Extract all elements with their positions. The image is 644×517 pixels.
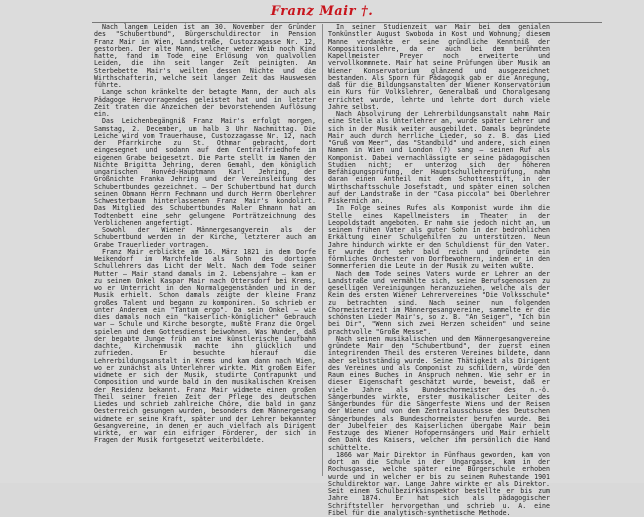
right-column	[328, 23, 550, 517]
column-divider	[322, 24, 323, 476]
article-paragraph: Sowohl der Wiener Männergesangverein als der Schubertbund werden in der Kirche, letzterer auch am Grabe Trauerlieder vortragen.	[94, 226, 316, 249]
article-paragraph: In Folge seines Rufes als Komponist wurde ihm die Stelle eines Kapellmeisters im Theater in der Leopoldstadt angeboten. Er nahm sie jedoch nicht an, um seinem frühen Vater als guter Sohn in der bedrohlichen Erkältung einer Schulgehilfen zu unterstützen. Neun Jahre hindurch wirkte er den Schuldienst für den Vater. Er wurde dort sehr bald reich und gründete ein förmliches Orchester von Dorfbewohnern, indem er in den Sommerferien die Leute in der Musik zu weiten wußte.	[328, 204, 550, 271]
article-paragraph: Franz Mair erblickte am 16. März 1821 in dem Dorfe Weikendorf im Marchfelde als Sohn des dortigen Schullehrers das Licht der Welt. Nach dem Tode seiner Mutter — Mair stand damals im 2. Lebensjahre — kam er zu seinem Onkel Kaspar Mair nach Ottersdorf bei Krems, wo er Unterricht in den Normalgegenständen und in der Musik erhielt. Schon damals zeigte der kleine Franz großes Talent und begann zu komponiren. So schrieb er unter Anderem ein "Tantum ergo". Da sein Onkel — wie dies damals noch ein "kaiserlich-königlicher" Gebrauch war — Schule und Kirche besorgte, mußte Franz die Orgel spielen und dem Gottesdienst beiwohnen. Was Wunder, daß der begabte Junge früh an eine künstlerische Laufbahn dachte, Kirchenmusik machte ihn glücklich und zufrieden. Er besuchte hierauf die Lehrerbildungsanstalt in Krems und kam dann nach Wien, wo er zunächst als Unterlehrer wirkte. Mit großem Eifer widmete er sich der Musik, studirte Contrapunkt und Composition und wurde bald in den musikalischen Kreisen der Residenz bekannt. Franz Mair widmete einen großen Theil seiner freien Zeit der Pflege des deutschen Liedes und schrieb zahlreiche Chöre, die bald in ganz Oesterreich gesungen wurden, besonders dem Männergesang widmete er seine Kraft, später und der Lehrer bekannter Gesangvereine, in denen er auch vielfach als Dirigent wirkte, er war ein eifriger Förderer, der sich in Fragen der Musik fortgesetzt weiterbildete.	[94, 247, 316, 445]
article-paragraph: Nach dem Tode seines Vaters wurde er Lehrer an der Landstraße und vermählte sich, seine Berufsgenossen zu geselligen Vereinigungen heranzuziehen, welche als der Keim des ersten Wiener Lehrervereines "Die Volksschule" zu betrachten sind. Nach seiner nun folgenden Chormeisterzeit im Männergesangvereine, sammelte er die schönsten Lieder Mair's, so z. B. "An Seiger", "Ich bin bei Dir", "Wenn sich zwei Herzen scheiden" und seine prachtvolle "Große Messe".	[328, 269, 550, 336]
article-paragraph: In seiner Studienzeit war Mair bei dem genialen Tonkünstler August Swoboda in Kost und Wohnung; diesem Manne verdankte er seine gründliche Kenntniß der Kompositionslehre, da er auch bei dem berühmten Kapellmeister Preyer noch erweiterte und vervollkommnete. Mair hat seine Prüfungen über Musik am Wiener Konservatorium glänzend und ausgezeichnet bestanden. Als Sporn für Pädagogik gab er die Anregung, daß für die Bildungsanstalten der Wiener Konservatorium ein Kurs für Volkslehrer, Generalbaß und Choralgesang errichtet wurde, lehrte und lehrte dort durch viele Jahre selbst.	[328, 23, 550, 111]
article-paragraph: Lange schon kränkelte der betagte Mann, der auch als Pädagoge Hervorragendes geleistet hat und in letzter Zeit traten die Anzeichen der bevorstehenden Auflösung ein.	[94, 88, 316, 118]
article-paragraph: Nach Absolvirung der Lehrerbildungsanstalt nahm Mair eine Stelle als Unterlehrer an, wurde später Lehrer und sich in der Musik weiter ausgebildet. Damals begründete Mair auch durch herrliche Lieder, so z. B. das Lied "Gruß vom Meer", das "Standbild" und andere, sich einen Namen in Wien und London (?) sang — seinen Ruf als Komponist. Dabei vernachlässigte er seine pädagogischen Studien nicht; er unterzog sich der höheren Befähigungsprüfung, der Hauptschullehrerprüfung, nahm daran einen Antheil mit dem Schottenstift, in der Wirthschaftsschule Josefstadt, und später einen solchen auf der Landstraße in der "Casa piccola" bei Oberlehrer Piskernich an.	[328, 110, 550, 205]
article-paragraph: Nach langem Leiden ist am 30. November der Gründer des "Schubertbund", Bürgerschuldirector in Pension Franz Mair in Wien, Landstraße, Custozzagasse Nr. 12, gestorben. Der alte Mann, welcher weder Weib noch Kind hatte, fand im Tode eine Erlösung von qualvollen Leiden, die ihn seit langer Zeit peinigten. Am Sterbebette Mair's weilten dessen Nichte und die Wirthschafterin, welche seit langer Zeit das Hauswesen führte.	[94, 23, 316, 89]
article-paragraph: Das Leichenbegängniß Franz Mair's erfolgt morgen, Samstag, 2. December, um halb 3 Uhr Nachmittag. Die Leiche wird vom Trauerhause, Custozzagasse Nr. 12, nach der Pfarrkirche zu St. Othmar gebracht, dort eingesegnet und sodann auf dem Centralfriedhofe im eigenen Grabe beigesetzt. Die Parte stellt im Namen der Nichte Brigitta Jehring, deren Gemahl, dem königlich ungarischen Honvéd-Hauptmann Karl Jehring, der Großnichte Franka Jehring und der Vereinsleitung des Schubertbundes gezeichnet. — Der Schubertbund hat durch seinen Obmann Herrn Fechmann und durch Herrn Oberlehrer Schwesterbaum hinterlassenen Franz Mair's kondolirt. Das Mitglied des Schubertbundes Maler Ehmann hat am Todtenbett eine sehr gelungene Porträtzeichnung des Verblichenen angefertigt.	[94, 117, 316, 227]
headline: Franz Mair †.	[270, 4, 374, 19]
left-column	[94, 24, 316, 479]
article-paragraph: Nach seinen musikalischen und dem Männergesangvereine gründete Mair den "Schubertbund", der zuerst einen integrirenden Theil des ersteren Vereines bildete, dann aber selbstständig wurde. Seine Thätigkeit als Dirigent des Vereines und als Componist zu schildern, würde den Raum eines Buches in Anspruch nehmen. Wie sehr er in dieser Eigenschaft geschätzt wurde, beweist, daß er viele Jahre als Bundeschormeister des n.-ö. Sängerbundes wirkte, erster musikalischer Leiter des Sängerbundes für die Sängerfeste Wiens und der Reisen der Wiener und von dem Zentralausschusse des Deutschen Sängerbundes als Bundeschormeister berufen wurde. Bei der Jubelfeier des Kaiserlichen übergabe Mair beim Festzuge des Wiener Hofopernsängers und Mair erhielt den Dank des Kaisers, welcher ihm persönlich die Hand schüttelte.	[328, 334, 550, 452]
article-paragraph: 1866 war Mair Direktor in Fünfhaus geworden, kam von dort an die Schule in der Ungargasse, kam in der Rochusgasse, welche später eine Bürgerschule erhoben wurde und in welcher er bis zu seinem Ruhestande 1901 Schuldirektor war. Lange Jahre wirkte er als Direktor. Seit einem Schulbezirksinspektor bestellte er bis zum Jahre 1874. Er hat sich als pädagogischer Schriftsteller hervorgethan und schrieb u. A. eine Fibel für die analytisch-synthetische Methode.	[328, 450, 550, 517]
